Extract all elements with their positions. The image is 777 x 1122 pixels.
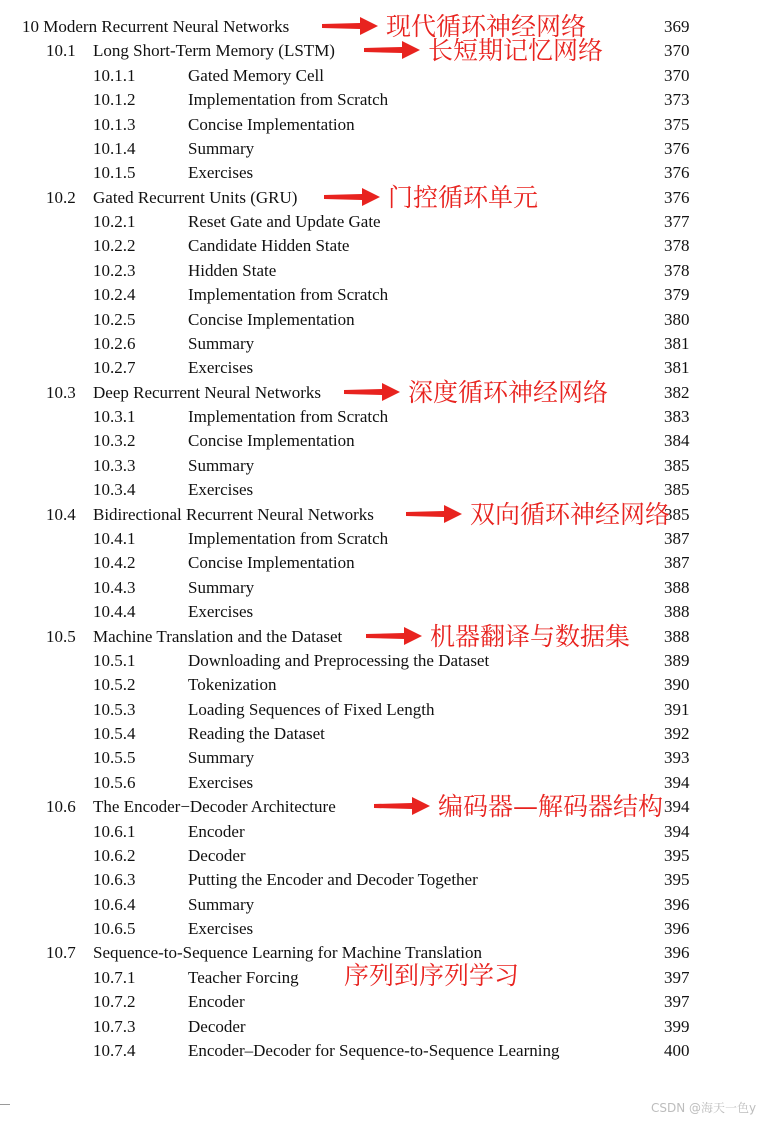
- red-arrow-icon: [362, 39, 422, 61]
- subsection-entry[interactable]: [0, 357, 777, 379]
- subsection-title: Reset Gate and Update Gate: [188, 212, 381, 232]
- page-number: 394: [664, 821, 690, 841]
- subsection-entry[interactable]: [0, 918, 777, 940]
- subsection-number: 10.3.2: [93, 431, 136, 451]
- page-number: 370: [664, 41, 690, 61]
- page-number: 381: [664, 333, 690, 353]
- page-number: 392: [664, 724, 690, 744]
- annotation-sequence-learning: 序列到序列学习: [344, 960, 520, 990]
- page-number: 390: [664, 675, 690, 695]
- subsection-title: Exercises: [188, 602, 254, 622]
- subsection-entry[interactable]: [0, 65, 777, 87]
- subsection-entry[interactable]: [0, 699, 777, 721]
- subsection-title: Teacher Forcing: [188, 967, 299, 987]
- subsection-number: 10.6.1: [93, 821, 136, 841]
- page-number: 387: [664, 553, 690, 573]
- subsection-number: 10.2.2: [93, 236, 136, 256]
- subsection-entry[interactable]: [0, 650, 777, 672]
- subsection-number: 10.2.5: [93, 309, 136, 329]
- section-number: 10.4: [46, 504, 76, 524]
- page-number: 394: [664, 797, 690, 817]
- subsection-number: 10.4.4: [93, 602, 136, 622]
- subsection-number: 10.5.2: [93, 675, 136, 695]
- page-number: 388: [664, 577, 690, 597]
- subsection-title: Loading Sequences of Fixed Length: [188, 699, 435, 719]
- page-number: 376: [664, 187, 690, 207]
- red-arrow-icon: [404, 503, 464, 525]
- subsection-entry[interactable]: [0, 333, 777, 355]
- subsection-number: 10.7.2: [93, 992, 136, 1012]
- page-number: 385: [664, 480, 690, 500]
- chapter-title: 10 Modern Recurrent Neural Networks: [22, 17, 290, 36]
- page-number: 380: [664, 309, 690, 329]
- subsection-entry[interactable]: [0, 1016, 777, 1038]
- section-title: Bidirectional Recurrent Neural Networks: [93, 504, 374, 524]
- subsection-title: Implementation from Scratch: [188, 407, 389, 427]
- subsection-title: Summary: [188, 748, 255, 768]
- subsection-number: 10.5.5: [93, 748, 136, 768]
- subsection-title: Candidate Hidden State: [188, 236, 350, 256]
- subsection-number: 10.1.5: [93, 163, 136, 183]
- subsection-entry[interactable]: [0, 723, 777, 745]
- subsection-number: 10.1.1: [93, 65, 136, 85]
- subsection-title: Reading the Dataset: [188, 724, 325, 744]
- section-title: The Encoder−Decoder Architecture: [93, 797, 336, 817]
- subsection-number: 10.6.5: [93, 919, 136, 939]
- chinese-translation: 现代循环神经网络: [386, 12, 587, 41]
- subsection-entry[interactable]: [0, 455, 777, 477]
- subsection-title: Encoder–Decoder for Sequence-to-Sequence Learning: [188, 1040, 560, 1060]
- subsection-title: Decoder: [188, 845, 246, 865]
- subsection-number: 10.5.6: [93, 772, 136, 792]
- subsection-entry[interactable]: [0, 845, 777, 867]
- page-number: 396: [664, 943, 690, 963]
- subsection-entry[interactable]: [0, 991, 777, 1013]
- chinese-translation: 深度循环神经网络: [408, 377, 609, 407]
- subsection-entry[interactable]: [0, 114, 777, 136]
- subsection-number: 10.6.3: [93, 870, 136, 890]
- subsection-title: Decoder: [188, 1016, 246, 1036]
- subsection-entry[interactable]: [0, 894, 777, 916]
- subsection-title: Concise Implementation: [188, 553, 355, 573]
- csdn-watermark: CSDN @海天一色y: [651, 1101, 757, 1115]
- red-arrow-icon: [342, 381, 402, 403]
- subsection-title: Hidden State: [188, 260, 277, 280]
- subsection-title: Implementation from Scratch: [188, 528, 389, 548]
- page-number: 395: [664, 845, 690, 865]
- page-number: 396: [664, 919, 690, 939]
- subsection-entry[interactable]: [0, 747, 777, 769]
- subsection-number: 10.5.3: [93, 699, 136, 719]
- subsection-number: 10.3.3: [93, 455, 136, 475]
- page-number: 379: [664, 285, 690, 305]
- page-number: 385: [664, 455, 690, 475]
- subsection-number: 10.7.1: [93, 967, 136, 987]
- subsection-entry[interactable]: [0, 430, 777, 452]
- subsection-title: Summary: [188, 333, 255, 353]
- section-number: 10.5: [46, 626, 76, 646]
- page-number: 377: [664, 212, 690, 232]
- subsection-entry[interactable]: [0, 260, 777, 282]
- red-arrow-icon: [372, 795, 432, 817]
- chinese-translation: 编码器—解码器结构: [438, 792, 664, 822]
- page-number: 369: [664, 17, 690, 36]
- subsection-entry[interactable]: [0, 284, 777, 306]
- section-title: Machine Translation and the Dataset: [93, 626, 343, 646]
- subsection-title: Exercises: [188, 919, 254, 939]
- subsection-title: Summary: [188, 138, 255, 158]
- page-number: 376: [664, 163, 690, 183]
- subsection-title: Tokenization: [188, 675, 277, 695]
- subsection-title: Implementation from Scratch: [188, 285, 389, 305]
- subsection-title: Summary: [188, 455, 255, 475]
- page-number: 387: [664, 528, 690, 548]
- subsection-entry[interactable]: [0, 138, 777, 160]
- subsection-number: 10.4.2: [93, 553, 136, 573]
- page-number: 400: [664, 1040, 690, 1060]
- subsection-entry[interactable]: [0, 552, 777, 574]
- red-arrow-icon: [322, 186, 382, 208]
- page-edge-mark: [0, 1104, 10, 1105]
- subsection-title: Exercises: [188, 358, 254, 378]
- subsection-number: 10.5.1: [93, 650, 136, 670]
- subsection-title: Concise Implementation: [188, 431, 355, 451]
- page-number: 393: [664, 748, 690, 768]
- subsection-title: Putting the Encoder and Decoder Together: [188, 870, 478, 890]
- page-number: 397: [664, 992, 690, 1012]
- subsection-number: 10.4.3: [93, 577, 136, 597]
- subsection-number: 10.1.3: [93, 114, 136, 134]
- page-number: 399: [664, 1016, 690, 1036]
- subsection-number: 10.6.4: [93, 894, 136, 914]
- section-number: 10.7: [46, 943, 76, 963]
- subsection-number: 10.3.1: [93, 407, 136, 427]
- subsection-title: Downloading and Preprocessing the Dataset: [188, 650, 490, 670]
- section-title: Long Short-Term Memory (LSTM): [93, 41, 335, 61]
- subsection-number: 10.4.1: [93, 528, 136, 548]
- subsection-number: 10.2.7: [93, 358, 136, 378]
- page-number: 383: [664, 407, 690, 427]
- chinese-translation: 门控循环单元: [388, 182, 539, 212]
- red-arrow-icon: [364, 625, 424, 647]
- red-arrow-icon: [320, 15, 380, 37]
- subsection-number: 10.1.2: [93, 90, 136, 110]
- page-number: 378: [664, 236, 690, 256]
- subsection-entry[interactable]: [0, 235, 777, 257]
- subsection-number: 10.2.4: [93, 285, 136, 305]
- page-number: 378: [664, 260, 690, 280]
- subsection-entry[interactable]: [0, 577, 777, 599]
- chinese-translation: 机器翻译与数据集: [430, 621, 631, 651]
- subsection-entry[interactable]: [0, 601, 777, 623]
- page-number: 373: [664, 90, 690, 110]
- page-number: 384: [664, 431, 690, 451]
- page-number: 397: [664, 967, 690, 987]
- subsection-title: Exercises: [188, 772, 254, 792]
- section-title: Deep Recurrent Neural Networks: [93, 382, 321, 402]
- page-number: 394: [664, 772, 690, 792]
- subsection-number: 10.5.4: [93, 724, 136, 744]
- subsection-number: 10.3.4: [93, 480, 136, 500]
- section-number: 10.2: [46, 187, 76, 207]
- subsection-entry[interactable]: [0, 309, 777, 331]
- subsection-entry[interactable]: [0, 674, 777, 696]
- subsection-number: 10.7.3: [93, 1016, 136, 1036]
- page-number: 391: [664, 699, 690, 719]
- subsection-title: Encoder: [188, 992, 245, 1012]
- chinese-translation: 长短期记忆网络: [428, 36, 604, 66]
- subsection-number: 10.1.4: [93, 138, 136, 158]
- page-number: 388: [664, 626, 690, 646]
- page-number: 388: [664, 602, 690, 622]
- section-title: Sequence-to-Sequence Learning for Machine Translation: [93, 943, 482, 963]
- section-number: 10.1: [46, 41, 76, 61]
- chinese-translation: 双向循环神经网络: [470, 499, 671, 529]
- page-number: 382: [664, 382, 690, 402]
- page-number: 376: [664, 138, 690, 158]
- subsection-title: Implementation from Scratch: [188, 90, 389, 110]
- section-number: 10.3: [46, 382, 76, 402]
- subsection-entry[interactable]: [0, 1040, 777, 1062]
- page-number: 395: [664, 870, 690, 890]
- page-number: 396: [664, 894, 690, 914]
- subsection-number: 10.6.2: [93, 845, 136, 865]
- subsection-title: Concise Implementation: [188, 309, 355, 329]
- subsection-number: 10.2.6: [93, 333, 136, 353]
- page-number: 381: [664, 358, 690, 378]
- subsection-title: Gated Memory Cell: [188, 65, 324, 85]
- subsection-title: Summary: [188, 577, 255, 597]
- page-number: 385: [664, 504, 690, 524]
- subsection-title: Concise Implementation: [188, 114, 355, 134]
- subsection-title: Exercises: [188, 163, 254, 183]
- subsection-number: 10.7.4: [93, 1040, 136, 1060]
- subsection-title: Summary: [188, 894, 255, 914]
- subsection-entry[interactable]: [0, 406, 777, 428]
- subsection-number: 10.2.3: [93, 260, 136, 280]
- page-number: 375: [664, 114, 690, 134]
- page-number: 389: [664, 650, 690, 670]
- section-number: 10.6: [46, 797, 76, 817]
- page-number: 370: [664, 65, 690, 85]
- subsection-entry[interactable]: [0, 869, 777, 891]
- subsection-number: 10.2.1: [93, 212, 136, 232]
- subsection-title: Encoder: [188, 821, 245, 841]
- subsection-title: Exercises: [188, 480, 254, 500]
- subsection-entry[interactable]: [0, 89, 777, 111]
- section-title: Gated Recurrent Units (GRU): [93, 187, 298, 207]
